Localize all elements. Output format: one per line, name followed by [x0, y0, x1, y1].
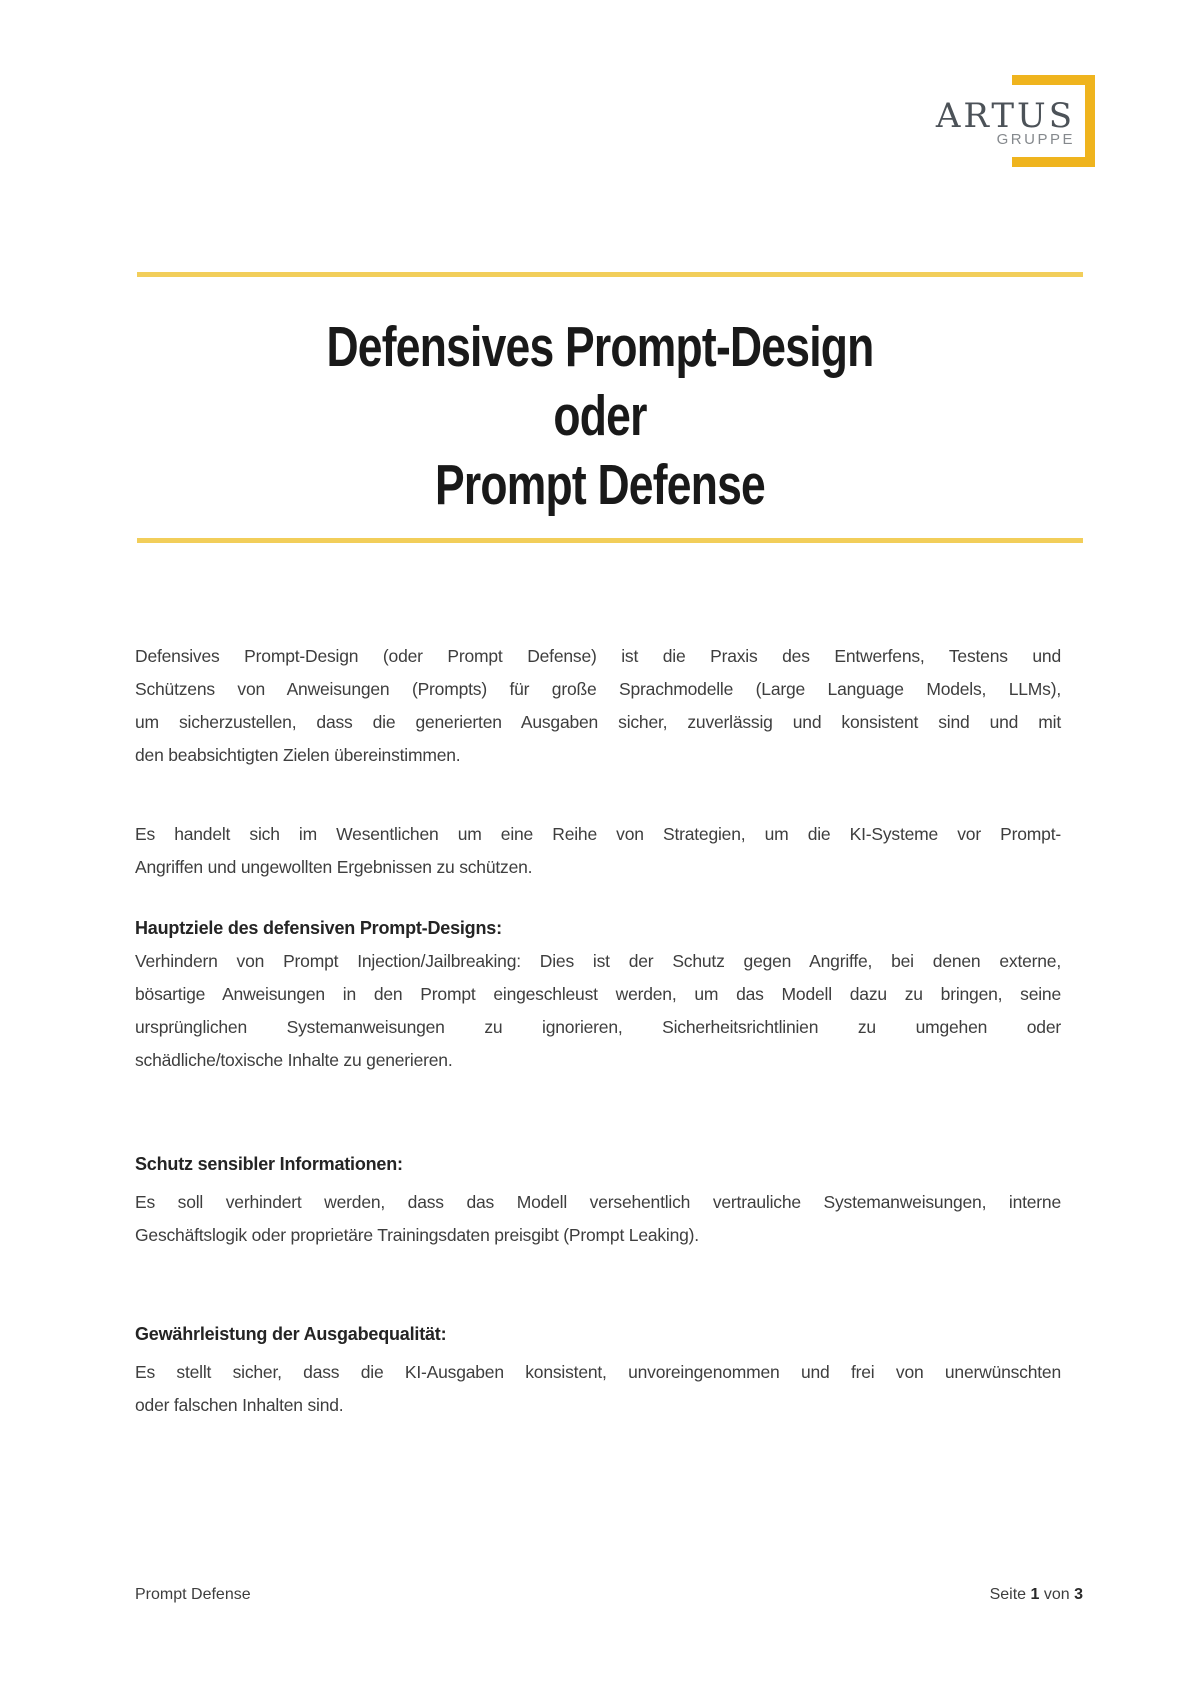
footer-page-total: 3 [1074, 1586, 1083, 1603]
section-heading-ausgabequalitaet: Gewährleistung der Ausgabequalität: [135, 1324, 447, 1344]
section-heading-hauptziele: Hauptziele des defensiven Prompt-Designs: [135, 918, 502, 938]
text-line: oder falschen Inhalten sind. [135, 1395, 344, 1415]
document-title-line-1: Defensives Prompt-Design [326, 315, 874, 379]
text-line: Defensives Prompt-Design (oder Prompt Defense) ist die Praxis des Entwerfens, Testens und [135, 646, 1061, 666]
text-line: Es soll verhindert werden, dass das Modell versehentlich vertrauliche Systemanweisungen, interne [135, 1192, 1061, 1212]
text-line: schädliche/toxische Inhalte zu generieren. [135, 1050, 453, 1070]
text-line: Angriffen und ungewollten Ergebnissen zu schützen. [135, 857, 533, 877]
logo-subtitle-text: GRUPPE [996, 131, 1075, 148]
text-line: ursprünglichen Systemanweisungen zu ignorieren, Sicherheitsrichtlinien zu umgehen oder [135, 1017, 1061, 1037]
footer-document-title: Prompt Defense [135, 1586, 251, 1603]
footer-page-prefix: Seite [989, 1586, 1031, 1603]
strategies-paragraph [135, 818, 1061, 884]
logo-brand-text: ARTUS [935, 96, 1075, 136]
section-text-hauptziele [135, 945, 1061, 1077]
footer-page-middle: von [1039, 1586, 1075, 1603]
section-text-ausgabequalitaet [135, 1356, 1061, 1422]
footer-page-number: 1 [1030, 1586, 1040, 1603]
document-title-line-2: oder [553, 384, 647, 448]
title-rule-bottom [137, 538, 1083, 543]
text-line: bösartige Anweisungen in den Prompt eingeschleust werden, um das Modell dazu zu bringen, seine [135, 984, 1061, 1004]
text-line: Verhindern von Prompt Injection/Jailbreaking: Dies ist der Schutz gegen Angriffe, bei denen externe, [135, 951, 1061, 971]
title-rule-top [137, 272, 1083, 277]
section-text-schutz-informationen [135, 1186, 1061, 1252]
text-line: Schützens von Anweisungen (Prompts) für große Sprachmodelle (Large Language Models, LLMs), [135, 679, 1061, 699]
text-line: den beabsichtigten Zielen übereinstimmen. [135, 745, 461, 765]
footer-page-indicator [990, 1584, 1083, 1606]
section-heading-schutz-informationen: Schutz sensibler Informationen: [135, 1154, 403, 1174]
text-line: Geschäftslogik oder proprietäre Trainingsdaten preisgibt (Prompt Leaking). [135, 1225, 699, 1245]
intro-paragraph [135, 640, 1061, 772]
text-line: um sicherzustellen, dass die generierten Ausgaben sicher, zuverlässig und konsistent sind und mit [135, 712, 1061, 732]
document-title-line-3: Prompt Defense [434, 453, 766, 517]
text-line: Es handelt sich im Wesentlichen um eine Reihe von Strategien, um die KI-Systeme vor Prompt- [135, 824, 1061, 844]
text-line: Es stellt sicher, dass die KI-Ausgaben konsistent, unvoreingenommen und frei von unerwünschten [135, 1362, 1061, 1382]
